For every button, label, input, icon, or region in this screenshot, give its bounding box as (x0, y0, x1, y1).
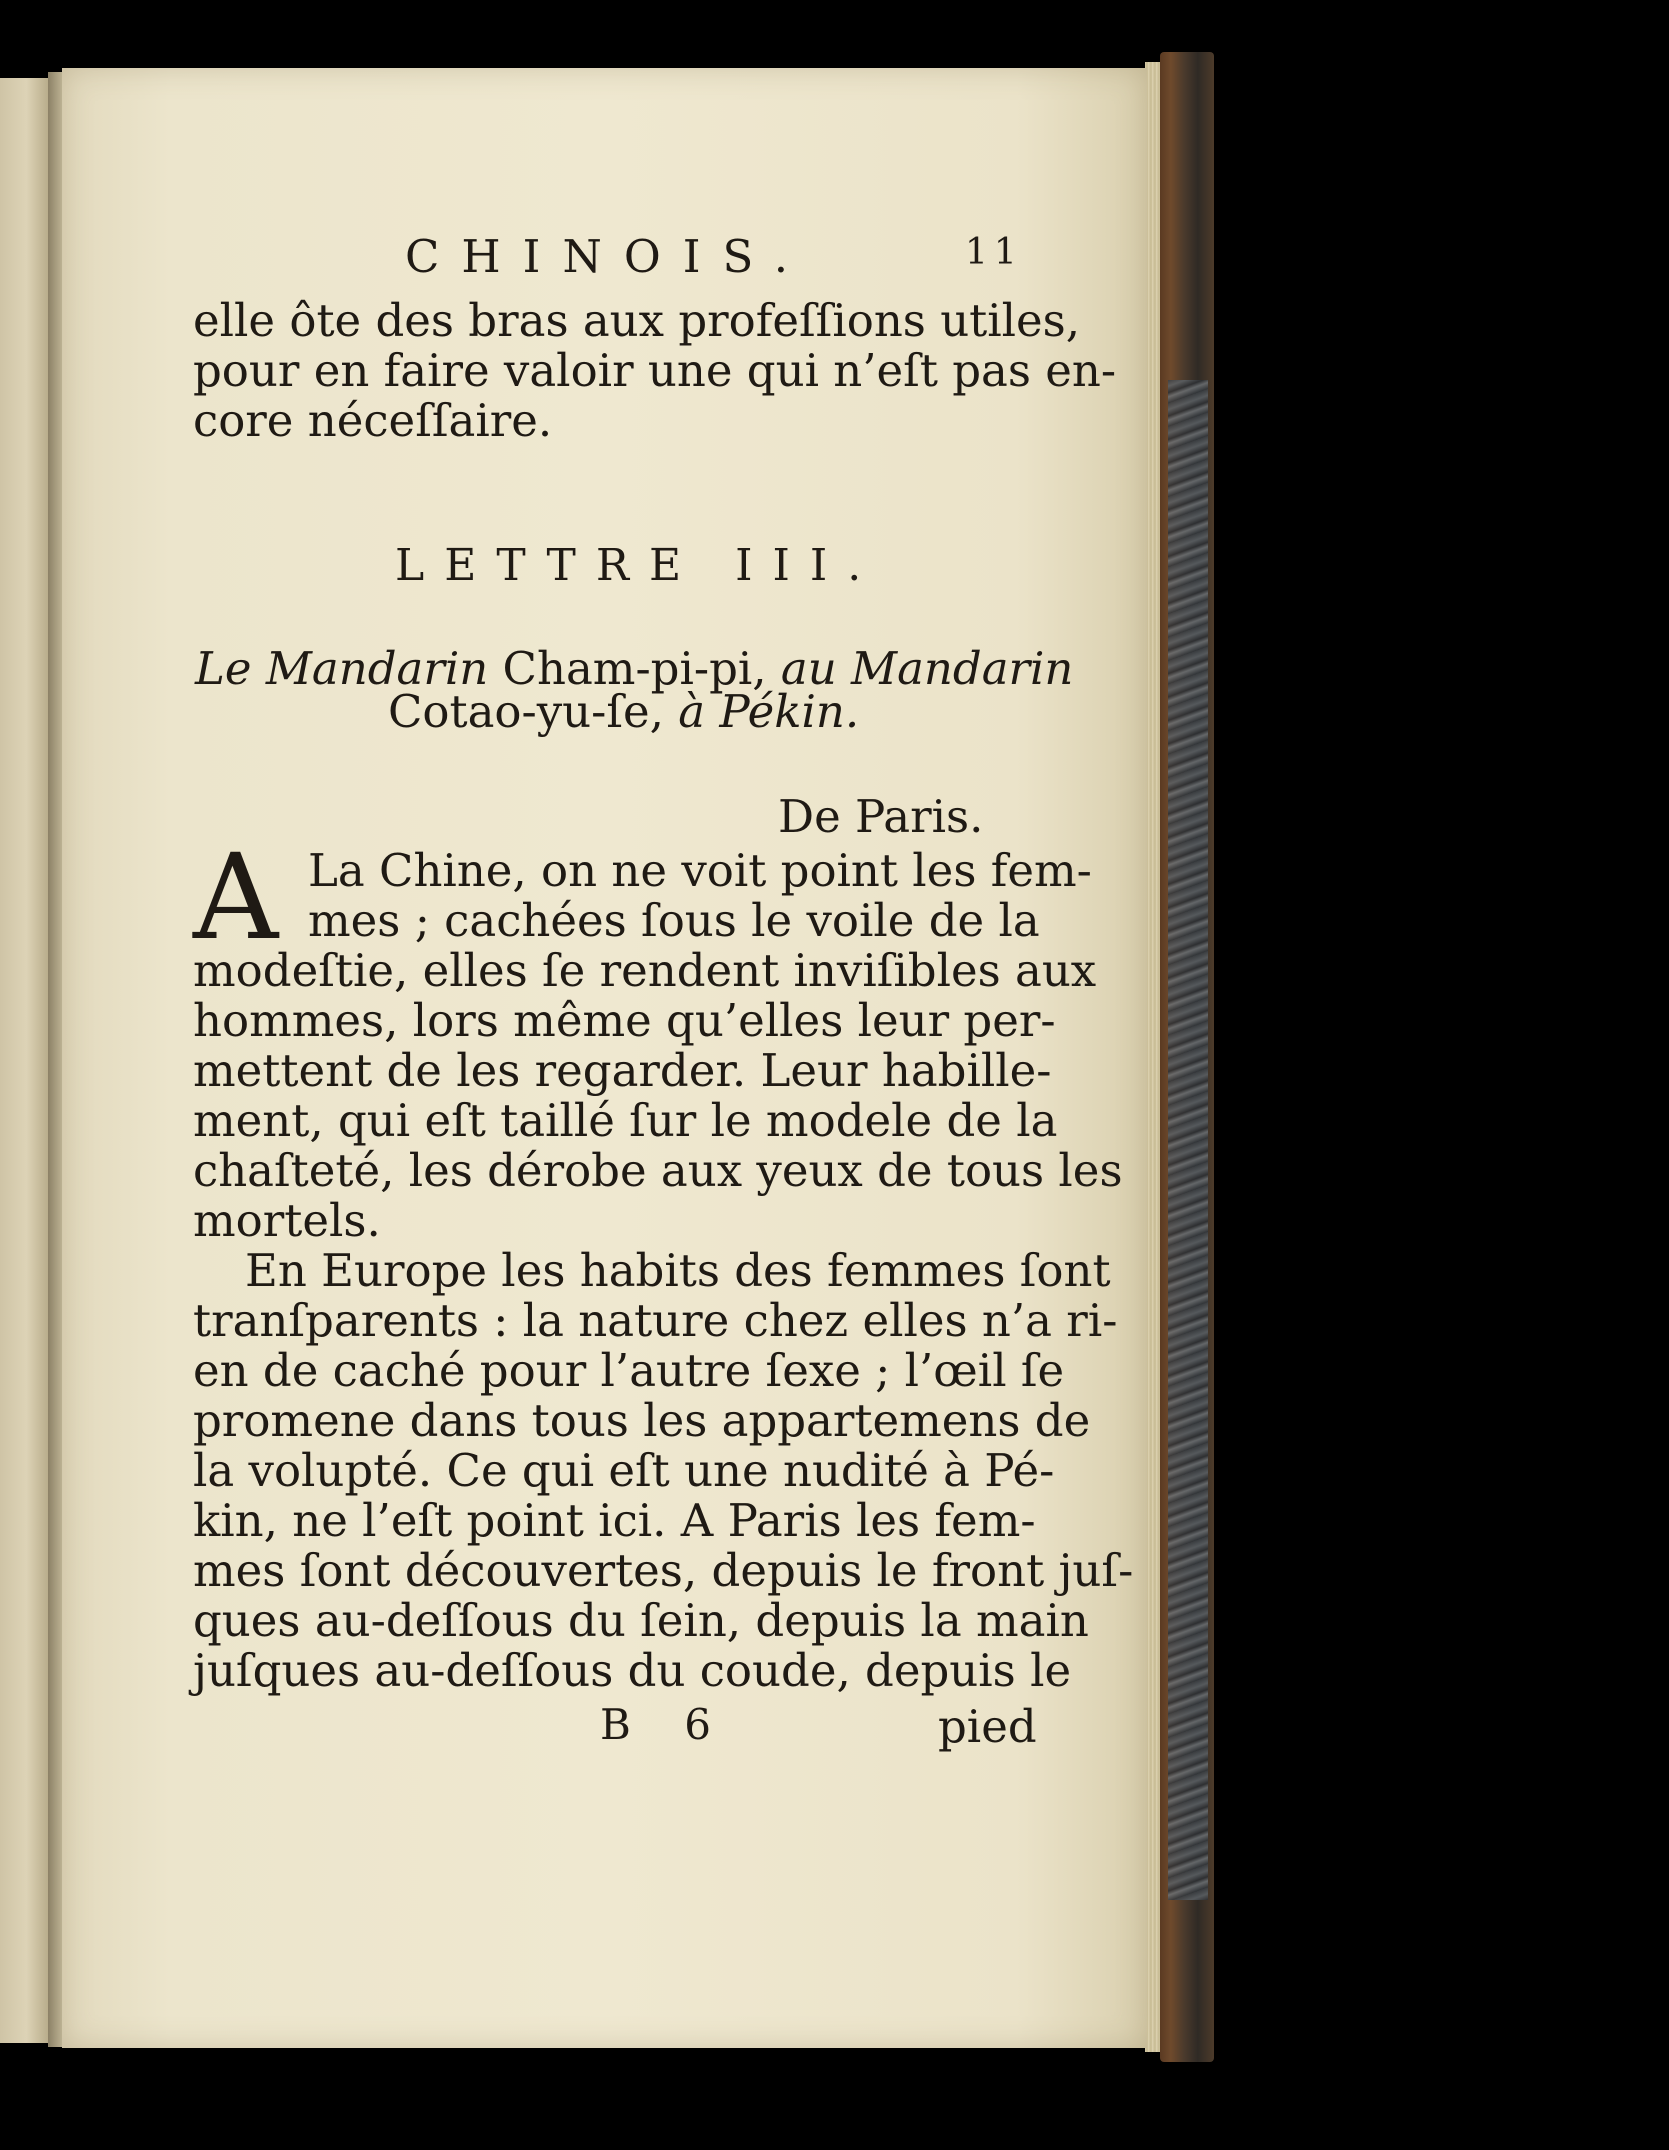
text-line: elle ôte des bras aux profeſſions utiles, (193, 294, 1081, 347)
running-head: CHINOIS. (405, 230, 811, 283)
letter-place: De Paris. (778, 790, 984, 843)
text-line: juſques au-deſſous du coude, depuis le (193, 1644, 1072, 1697)
salutation-place: à Pékin. (678, 685, 860, 738)
salutation-recipient-name: Cotao-yu-ſe, (388, 685, 664, 738)
text-line: tranſparents : la nature chez elles n’a ri- (193, 1294, 1118, 1347)
drop-cap: A (193, 828, 279, 966)
text-line: pour en faire valoir une qui n’eſt pas en- (193, 344, 1117, 397)
previous-page-edge (0, 78, 50, 2043)
text-line: hommes, lors même qu’elles leur per- (193, 994, 1056, 1047)
text-line: kin, ne l’eſt point ici. A Paris les fem- (193, 1494, 1036, 1547)
text-line: La Chine, on ne voit point les fem- (308, 844, 1092, 897)
text-line: ques au-deſſous du ſein, depuis la main (193, 1594, 1089, 1647)
salutation-line-2 (388, 685, 859, 738)
text-line: mes ; cachées ſous le voile de la (308, 894, 1040, 947)
text-line: En Europe les habits des femmes ſont (245, 1244, 1111, 1297)
text-line: mortels. (193, 1194, 381, 1247)
text-line: modeſtie, elles ſe rendent inviſibles aux (193, 944, 1097, 997)
text-line: en de caché pour l’autre ſexe ; l’œil ſe (193, 1344, 1065, 1397)
text-line: promene dans tous les appartemens de (193, 1394, 1091, 1447)
catchword: pied (938, 1700, 1037, 1753)
text-line: mes ſont découvertes, depuis le front juſ- (193, 1544, 1134, 1597)
text-line: ment, qui eſt taillé ſur le modele de la (193, 1094, 1058, 1147)
salutation-sender-name: Cham-pi-pi, (502, 642, 767, 695)
page-number: 11 (965, 232, 1023, 273)
text-line: mettent de les regarder. Leur habille- (193, 1044, 1052, 1097)
letter-title: LETTRE III. (395, 540, 882, 591)
salutation-recipient-title: au Mandarin (780, 642, 1074, 695)
text-line: chaſteté, les dérobe aux yeux de tous les (193, 1144, 1123, 1197)
text-line: core néceſſaire. (193, 394, 553, 447)
marbled-binding (1168, 380, 1208, 1900)
signature-mark: B 6 (600, 1700, 731, 1749)
text-line: la volupté. Ce qui eſt une nudité à Pé- (193, 1444, 1055, 1497)
salutation-sender-title: Le Mandarin (195, 642, 489, 695)
